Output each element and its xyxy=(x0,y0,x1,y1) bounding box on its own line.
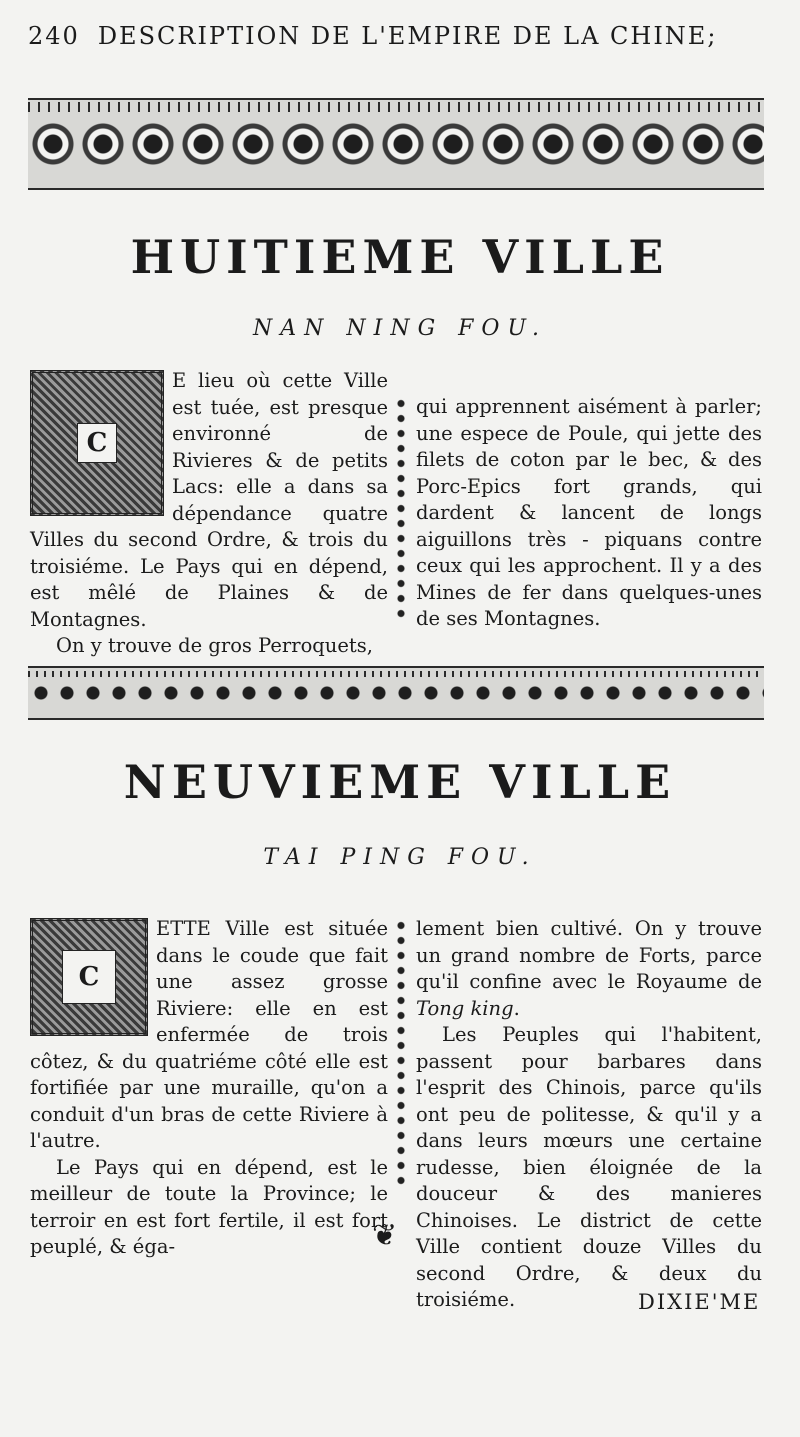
left-column xyxy=(30,368,388,660)
running-title: DESCRIPTION DE L'EMPIRE DE LA CHINE; xyxy=(97,22,718,50)
text-run: lement bien cultivé. On y trouve un grand nombre de Forts, parce qu'il confine avec le Royaume de xyxy=(416,917,762,993)
section-title: NEUVIEME VILLE xyxy=(123,755,677,809)
decorated-initial xyxy=(30,370,164,516)
text-run: . xyxy=(513,996,520,1020)
ornamental-headpiece xyxy=(28,98,764,190)
paragraph: Le Pays qui en dépend, est le meilleur de toute la Province; le terroir en est fort fertile, il est fort peuplé, & éga- xyxy=(30,1155,388,1258)
left-column xyxy=(30,916,388,1261)
paragraph: qui apprennent aisément à parler; une espece de Poule, qui jette des filets de coton par le bec, & des Porc-Epics fort grands, qui dardent & lancent de longs aiguillons très - piquans contre ceux qui les approchent. Il y a des Mines de fer dans quelques-unes de ses Montagnes. xyxy=(416,395,762,630)
ornamental-band xyxy=(28,666,764,720)
paragraph: ETTE Ville est située dans le coude que fait une assez grosse Riviere: elle en est enfermée de trois côtez, & du quatriéme côté elle est fortifiée par une muraille, qu'on a conduit d'un bras de cette Riviere à l'autre. xyxy=(30,917,388,1152)
paragraph xyxy=(416,916,762,1022)
section-title: HUITIEME VILLE xyxy=(130,230,670,284)
catchword: DIXIE'ME xyxy=(638,1290,761,1314)
initial-letter: C xyxy=(77,423,117,463)
paragraph: Les Peuples qui l'habitent, passent pour barbares dans l'esprit des Chinois, parce qu'ils ont peu de politesse, & qu'il y a dans leurs mœurs une certaine rudesse, bien éloignée de la douceur & des manieres Chinoises. Le district de cette Ville contient douze Villes du second Ordre, & deux du troisiéme. xyxy=(416,1023,762,1311)
right-column xyxy=(416,394,762,633)
fleuron-ornament: ❦ xyxy=(372,1218,398,1253)
page-number: 240 xyxy=(28,22,80,50)
section-subtitle: TAI PING FOU. xyxy=(263,845,537,870)
italic-place-name: Tong king xyxy=(416,996,514,1020)
decorated-initial xyxy=(30,918,148,1036)
right-column xyxy=(416,916,762,1314)
column-divider xyxy=(394,918,408,1190)
paragraph: E lieu où cette Ville est tuée, est presque environné de Rivieres & de petits Lacs: elle a dans sa dépendance quatre Villes du second Ordre, & trois du troisiéme. Le Pays qui en dépend, est mêlé de Plaines & de Montagnes. xyxy=(30,369,388,631)
initial-letter: C xyxy=(62,950,116,1004)
running-header xyxy=(28,22,768,50)
column-divider xyxy=(394,396,408,618)
paragraph: On y trouve de gros Perroquets, xyxy=(56,634,373,657)
section-subtitle: NAN NING FOU. xyxy=(253,316,547,341)
